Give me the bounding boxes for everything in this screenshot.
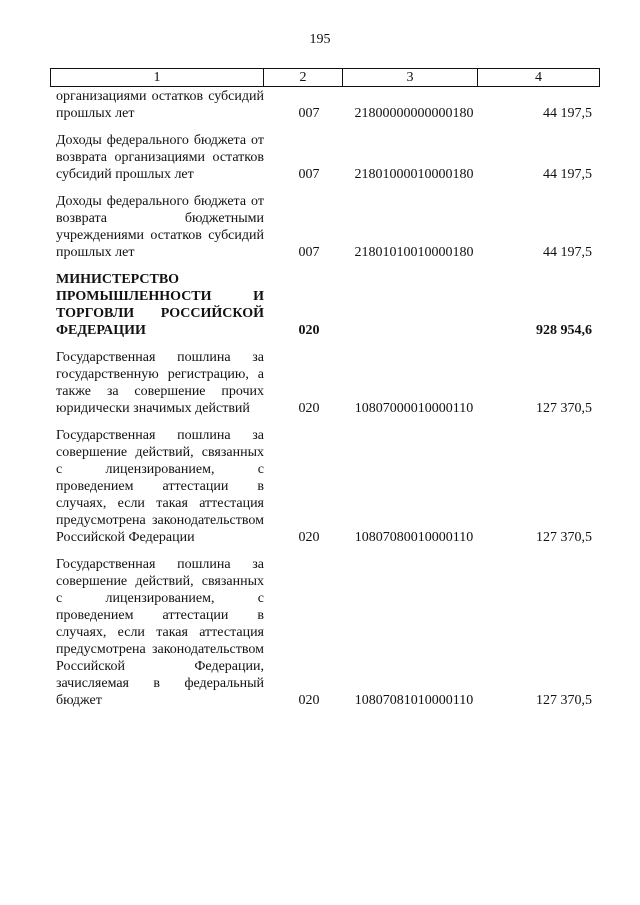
row-code: 020	[298, 401, 320, 416]
row-kbk: 10807080010000110	[354, 530, 474, 545]
row-kbk: 21801010010000180	[354, 245, 474, 260]
row-amount: 127 370,5	[536, 401, 592, 416]
row-amount: 928 954,6	[536, 323, 592, 338]
row-kbk: 10807081010000110	[354, 693, 474, 708]
row-kbk: 10807000010000110	[354, 401, 474, 416]
table-row	[50, 88, 600, 122]
row-code: 007	[298, 245, 320, 260]
row-amount: 44 197,5	[543, 245, 592, 260]
row-description: Государственная пошлина за государственную регистрацию, а также за совершение прочих юридически значимых действий	[56, 350, 264, 416]
row-code: 007	[298, 106, 320, 121]
row-description: Государственная пошлина за совершение действий, связанных с лицензированием, с проведением аттестации в случаях, если такая аттестация предусмотрена законодательством Российской Федерации, зачисляемая в федеральный бюджет	[56, 557, 264, 708]
table-row-ministry	[50, 271, 600, 339]
header-col-4: 4	[535, 70, 542, 85]
row-amount: 127 370,5	[536, 530, 592, 545]
table-row	[50, 132, 600, 183]
row-kbk: 21800000000000180	[354, 106, 474, 121]
header-col-2: 2	[264, 69, 343, 86]
page-number: 195	[309, 32, 331, 47]
row-description: Доходы федерального бюджета от возврата организациями остатков субсидий прошлых лет	[56, 133, 264, 182]
header-col-3: 3	[343, 69, 478, 86]
row-code: 020	[298, 693, 320, 708]
row-description: Доходы федерального бюджета от возврата бюджетными учреждениями остатков субсидий прошлых лет	[56, 194, 264, 260]
row-amount: 44 197,5	[543, 106, 592, 121]
row-description: организациями остатков субсидий прошлых лет	[56, 89, 264, 121]
row-description: МИНИСТЕРСТВО ПРОМЫШЛЕННОСТИ И ТОРГОВЛИ РОССИЙСКОЙ ФЕДЕРАЦИИ	[56, 272, 264, 338]
table-header	[50, 68, 600, 87]
table-row	[50, 349, 600, 417]
row-amount: 44 197,5	[543, 167, 592, 182]
row-description: Государственная пошлина за совершение действий, связанных с лицензированием, с проведением аттестации в случаях, если такая аттестация предусмотрена законодательством Российской Федерации	[56, 428, 264, 545]
row-code: 020	[298, 530, 320, 545]
table-row	[50, 556, 600, 709]
row-code: 007	[298, 167, 320, 182]
row-code: 020	[298, 323, 320, 338]
header-col-1: 1	[51, 69, 264, 86]
row-amount: 127 370,5	[536, 693, 592, 708]
row-kbk: 21801000010000180	[354, 167, 474, 182]
table-row	[50, 193, 600, 261]
table-row	[50, 427, 600, 546]
table-body	[50, 88, 600, 709]
